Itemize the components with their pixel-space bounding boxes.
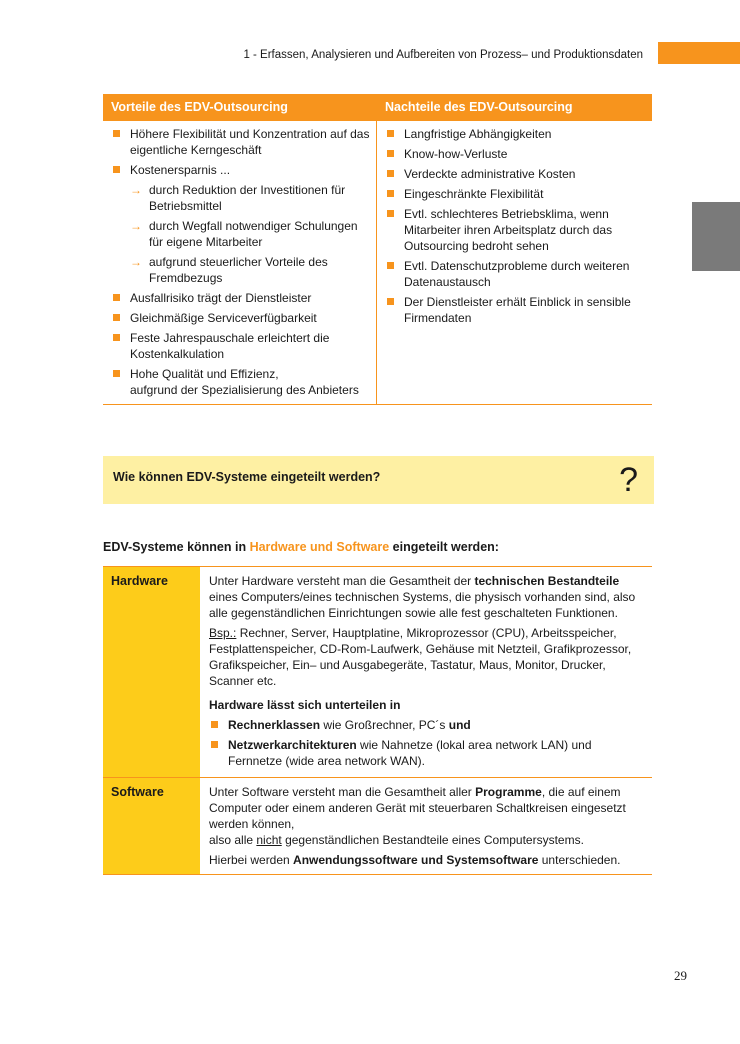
term-hardware: Hardware	[103, 567, 200, 777]
list-item: Verdeckte administrative Kosten	[385, 166, 646, 182]
page-number: 29	[674, 968, 687, 983]
sub-list-item: → durch Wegfall notwendiger Schulungen für eigene Mitarbeiter	[130, 219, 358, 249]
arrow-right-icon: →	[130, 183, 142, 197]
advantages-header: Vorteile des EDV-Outsourcing	[111, 100, 288, 114]
definition-hardware: Unter Hardware versteht man die Gesamtheit der technischen Bestandteile eines Computers/eines technischen Systems, die physisch vorhanden sind, also alle gegenständlichen Einrichtungen sowie alle fest geschalteten Funktionen. Bsp.: Rechner, Server, Hauptplatine, Mikroprozessor (CPU), Arbeitsspeicher, Festplattenspeicher, CD-Rom-Laufwerk, Gehäuse mit Netzteil, Grafikprozessor, Grafikspeicher, Ein– und Ausgabegeräte, Tastatur, Maus, Monitor, Drucker, Scanner etc. Hardware lässt sich unterteilen in Rechnerklassen wie Großrechner, PC´s und Netzwerkarchitekturen wie Nahnetze (lokal area network LAN) und Fernnetze (wide area network WAN).	[200, 567, 652, 777]
disadvantages-column	[377, 121, 652, 404]
arrow-right-icon: →	[130, 255, 142, 269]
list-item: Evtl. Datenschutzprobleme durch weiteren Datenaustausch	[385, 258, 646, 290]
section-intro: EDV-Systeme können in Hardware und Software eingeteilt werden:	[103, 540, 499, 554]
list-item: Eingeschränkte Flexibilität	[385, 186, 646, 202]
highlight-text: Hardware und Software	[249, 540, 390, 554]
list-item	[111, 162, 370, 286]
example-label: Bsp.:	[209, 626, 237, 640]
chapter-side-tab	[692, 202, 740, 271]
header-color-tab	[658, 42, 740, 64]
list-item: Höhere Flexibilität und Konzentration auf das eigentliche Kerngeschäft	[111, 126, 370, 158]
sub-list-item: → durch Reduktion der Investitionen für Betriebsmittel	[130, 183, 346, 213]
comparison-header-row	[103, 94, 652, 121]
disadvantages-header: Nachteile des EDV-Outsourcing	[385, 100, 573, 114]
list-item: Hohe Qualität und Effizienz, aufgrund der Spezialisierung des Anbieters	[111, 366, 370, 398]
list-item: Evtl. schlechteres Betriebsklima, wenn Mitarbeiter ihren Arbeitsplatz durch das Outsourcing bedroht sehen	[385, 206, 646, 254]
table-row-software	[103, 778, 652, 875]
table-row-hardware	[103, 567, 652, 778]
list-item: Know-how-Verluste	[385, 146, 646, 162]
list-item: Langfristige Abhängigkeiten	[385, 126, 646, 142]
advantages-column	[103, 121, 377, 404]
definition-software: Unter Software versteht man die Gesamtheit aller Programme, die auf einem Computer oder einem anderen Gerät mit steuerbaren Schaltkreisen eingesetzt werden können, also alle nicht gegenständlichen Bestandteile eines Computersystems. Hierbei werden Anwendungssoftware und Systemsoftware unterschieden.	[209, 785, 626, 867]
question-mark-icon: ?	[619, 461, 638, 499]
term-software: Software	[103, 778, 200, 874]
list-item-text: Kostenersparnis ...	[130, 163, 231, 177]
list-item: Ausfallrisiko trägt der Dienstleister	[111, 290, 370, 306]
outsourcing-comparison-table	[103, 94, 652, 405]
list-item: Netzwerkarchitekturen wie Nahnetze (lokal area network LAN) und Fernnetze (wide area network WAN).	[209, 737, 646, 769]
subdivide-heading: Hardware lässt sich unterteilen in	[209, 698, 401, 712]
list-item: Gleichmäßige Serviceverfügbarkeit	[111, 310, 370, 326]
sub-list-item: → aufgrund steuerlicher Vorteile des Fremdbezugs	[130, 255, 328, 285]
arrow-right-icon: →	[130, 219, 142, 233]
list-item: Feste Jahrespauschale erleichtert die Kostenkalkulation	[111, 330, 370, 362]
question-text: Wie können EDV-Systeme eingeteilt werden?	[113, 470, 381, 484]
list-item: Der Dienstleister erhält Einblick in sensible Firmendaten	[385, 294, 646, 326]
definitions-table	[103, 566, 652, 875]
running-header: 1 - Erfassen, Analysieren und Aufbereiten von Prozess– und Produktionsdaten	[243, 49, 643, 61]
list-item: Rechnerklassen wie Großrechner, PC´s und	[209, 717, 646, 733]
question-box	[103, 456, 654, 504]
